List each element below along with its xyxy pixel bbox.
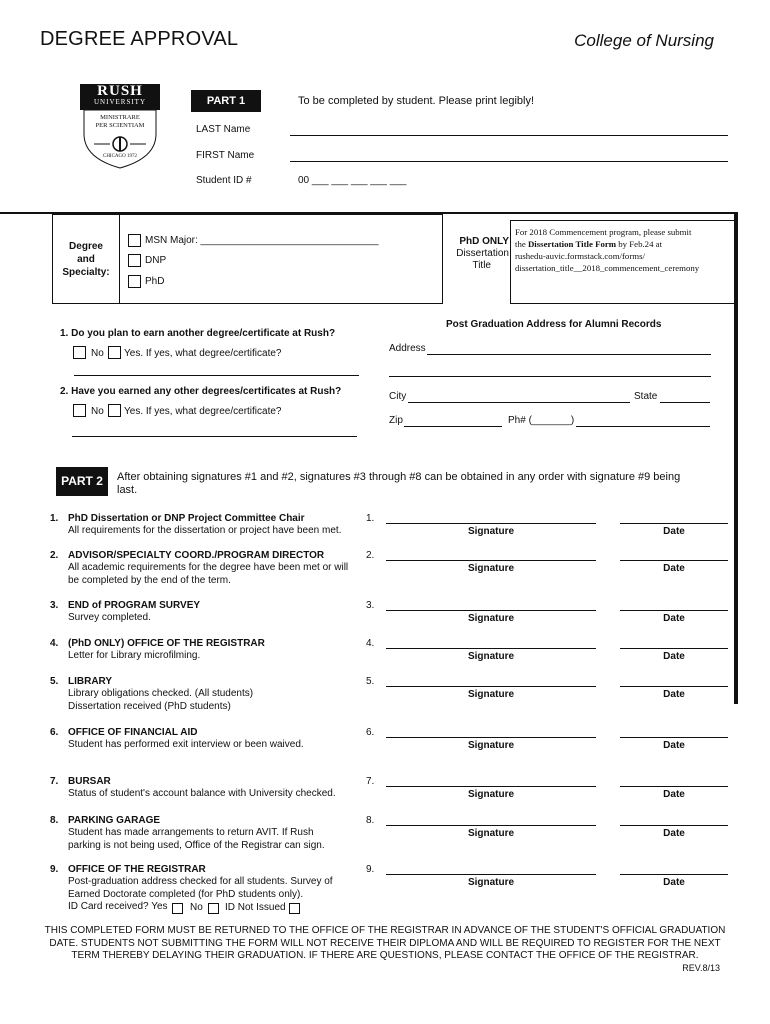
q1-yes-checkbox[interactable] [108, 346, 121, 359]
date-label: Date [663, 740, 685, 751]
city-input[interactable] [408, 402, 630, 403]
dnp-checkbox[interactable] [128, 254, 141, 267]
item-title: (PhD ONLY) OFFICE OF THE REGISTRAR [68, 638, 265, 649]
date-line[interactable] [620, 610, 728, 611]
item-number: 3. [50, 600, 59, 611]
address-heading: Post Graduation Address for Alumni Records [446, 319, 662, 330]
item-description: Library obligations checked. (All students) Dissertation received (PhD students) [68, 688, 254, 712]
id-not-issued-label: ID Not Issued [225, 902, 286, 913]
item-description: Post-graduation address checked for all students. Survey of Earned Doctorate completed (for PhD students only). ID Card received? Yes [68, 876, 333, 912]
question-2: 2. Have you earned any other degrees/certificates at Rush? [60, 386, 342, 397]
signature-label: Signature [467, 877, 515, 888]
item-title: ADVISOR/SPECIALTY COORD./PROGRAM DIRECTOR [68, 550, 325, 561]
date-label: Date [663, 563, 685, 574]
date-label: Date [663, 877, 685, 888]
phd-checkbox[interactable] [128, 275, 141, 288]
signature-line[interactable] [386, 560, 596, 561]
signature-line[interactable] [386, 523, 596, 524]
id-not-issued-checkbox[interactable] [289, 903, 300, 914]
date-label: Date [663, 651, 685, 662]
item-title: LIBRARY [68, 676, 113, 687]
item-description: Student has performed exit interview or been waived. [68, 739, 304, 750]
last-name-input[interactable] [290, 135, 728, 136]
date-label: Date [663, 613, 685, 624]
student-id-input[interactable]: 00 ___ ___ ___ ___ ___ [298, 175, 407, 186]
date-line[interactable] [620, 686, 728, 687]
item-number: 9. [50, 864, 59, 875]
footer-notice: THIS COMPLETED FORM MUST BE RETURNED TO THE OFFICE OF THE REGISTRAR IN ADVANCE OF THE STUDENT'S OFFICIAL GRADUATION DATE. STUDENTS NOT SUBMITTING THE FORM WILL NOT RECEIVE THEIR DIPLOMA AND WILL BE REQUIRED TO REGISTER FOR THE NEXT TERM THEREBY DELAYING THEIR GRADUATION. IF THERE ARE QUESTIONS, PLEASE CONTACT THE OFFICE OF THE REGISTRAR. [44, 925, 726, 961]
item-description: All academic requirements for the degree have been met or will be completed by the end of the term. [68, 562, 349, 586]
date-label: Date [663, 789, 685, 800]
item-title: PhD Dissertation or DNP Project Committee Chair [68, 513, 305, 524]
item-number: 1. [50, 513, 59, 524]
date-label: Date [663, 828, 685, 839]
page-title: DEGREE APPROVAL [40, 28, 239, 50]
rush-university-logo: RUSH UNIVERSITY MINISTRARE PER SCIENTIAM CHICAGO 1972 [80, 84, 160, 170]
address-line2-input[interactable] [389, 376, 711, 377]
city-label: City [389, 391, 407, 402]
question-1: 1. Do you plan to earn another degree/certificate at Rush? [60, 328, 336, 339]
degree-options-box [118, 214, 443, 304]
item-title: OFFICE OF THE REGISTRAR [68, 864, 206, 875]
q2-no-label: No [91, 406, 104, 417]
part2-label: PART 2 [56, 467, 108, 496]
q2-degree-input[interactable] [72, 436, 357, 437]
date-line[interactable] [620, 874, 728, 875]
signature-number: 5. [366, 676, 375, 687]
signature-line[interactable] [386, 737, 596, 738]
first-name-input[interactable] [290, 161, 728, 162]
signature-line[interactable] [386, 874, 596, 875]
item-description: All requirements for the dissertation or project have been met. [68, 525, 342, 536]
item-number: 4. [50, 638, 59, 649]
phd-label: PhD [145, 276, 165, 287]
signature-label: Signature [467, 689, 515, 700]
id-card-yes-checkbox[interactable] [172, 903, 183, 914]
phone-input[interactable] [576, 426, 710, 427]
phd-only-label: PhD ONLY Dissertation Title [456, 236, 509, 271]
signature-line[interactable] [386, 825, 596, 826]
id-card-no-checkbox[interactable] [208, 903, 219, 914]
item-number: 8. [50, 815, 59, 826]
date-line[interactable] [620, 648, 728, 649]
revision-label: REV.8/13 [682, 963, 720, 973]
q2-no-checkbox[interactable] [73, 404, 86, 417]
item-title: BURSAR [68, 776, 111, 787]
signature-number: 2. [366, 550, 375, 561]
q1-no-checkbox[interactable] [73, 346, 86, 359]
item-number: 7. [50, 776, 59, 787]
signature-number: 8. [366, 815, 375, 826]
date-label: Date [663, 526, 685, 537]
date-line[interactable] [620, 737, 728, 738]
date-line[interactable] [620, 786, 728, 787]
signature-number: 9. [366, 864, 375, 875]
signature-label: Signature [467, 740, 515, 751]
part1-instruction: To be completed by student. Please print legibly! [298, 95, 535, 107]
zip-label: Zip [389, 415, 403, 426]
signature-label: Signature [467, 789, 515, 800]
item-title: OFFICE OF FINANCIAL AID [68, 727, 198, 738]
item-description: Status of student's account balance with University checked. [68, 788, 336, 799]
dnp-label: DNP [145, 255, 167, 266]
item-number: 2. [50, 550, 59, 561]
signature-label: Signature [467, 526, 515, 537]
item-number: 5. [50, 676, 59, 687]
q2-yes-label: Yes. If yes, what degree/certificate? [124, 406, 282, 417]
msn-checkbox[interactable] [128, 234, 141, 247]
signature-line[interactable] [386, 610, 596, 611]
signature-label: Signature [467, 651, 515, 662]
signature-line[interactable] [386, 786, 596, 787]
item-description: Student has made arrangements to return AVIT. If Rush parking is not being used, Office of the Registrar can sign. [68, 827, 325, 851]
signature-number: 4. [366, 638, 375, 649]
signature-number: 3. [366, 600, 375, 611]
item-title: PARKING GARAGE [68, 815, 161, 826]
date-line[interactable] [620, 523, 728, 524]
part1-label: PART 1 [191, 90, 261, 112]
signature-line[interactable] [386, 686, 596, 687]
signature-line[interactable] [386, 648, 596, 649]
part2-instruction: After obtaining signatures #1 and #2, signatures #3 through #8 can be obtained in any order with signature #9 being last. [117, 471, 681, 496]
item-number: 6. [50, 727, 59, 738]
q1-yes-label: Yes. If yes, what degree/certificate? [124, 348, 282, 359]
q1-no-label: No [91, 348, 104, 359]
phone-label: Ph# (_______) [508, 415, 575, 426]
first-name-label: FIRST Name [196, 150, 255, 161]
state-label: State [634, 391, 658, 402]
date-label: Date [663, 689, 685, 700]
dissertation-note: For 2018 Commencement program, please submit the Dissertation Title Form by Feb.24 at rushedu-auvic.formstack.com/forms/ dissertation_title__2018_commencement_ceremony [515, 227, 700, 273]
address-input[interactable] [427, 354, 711, 355]
signature-number: 6. [366, 727, 375, 738]
signature-number: 1. [366, 513, 375, 524]
signature-label: Signature [467, 828, 515, 839]
signature-label: Signature [467, 563, 515, 574]
state-input[interactable] [660, 402, 710, 403]
item-description: Survey completed. [68, 612, 151, 623]
q1-degree-input[interactable] [74, 375, 359, 376]
signature-label: Signature [467, 613, 515, 624]
item-title: END of PROGRAM SURVEY [68, 600, 201, 611]
id-card-no-label: No [190, 902, 203, 913]
signature-number: 7. [366, 776, 375, 787]
zip-input[interactable] [404, 426, 502, 427]
msn-major-field[interactable]: MSN Major: ________________________________ [145, 235, 379, 246]
college-name: College of Nursing [574, 31, 714, 50]
q2-yes-checkbox[interactable] [108, 404, 121, 417]
item-description: Letter for Library microfilming. [68, 650, 201, 661]
date-line[interactable] [620, 825, 728, 826]
last-name-label: LAST Name [196, 124, 251, 135]
degree-label-box: Degree and Specialty: [52, 214, 120, 304]
student-id-label: Student ID # [196, 175, 252, 186]
date-line[interactable] [620, 560, 728, 561]
address-label: Address [389, 343, 426, 354]
